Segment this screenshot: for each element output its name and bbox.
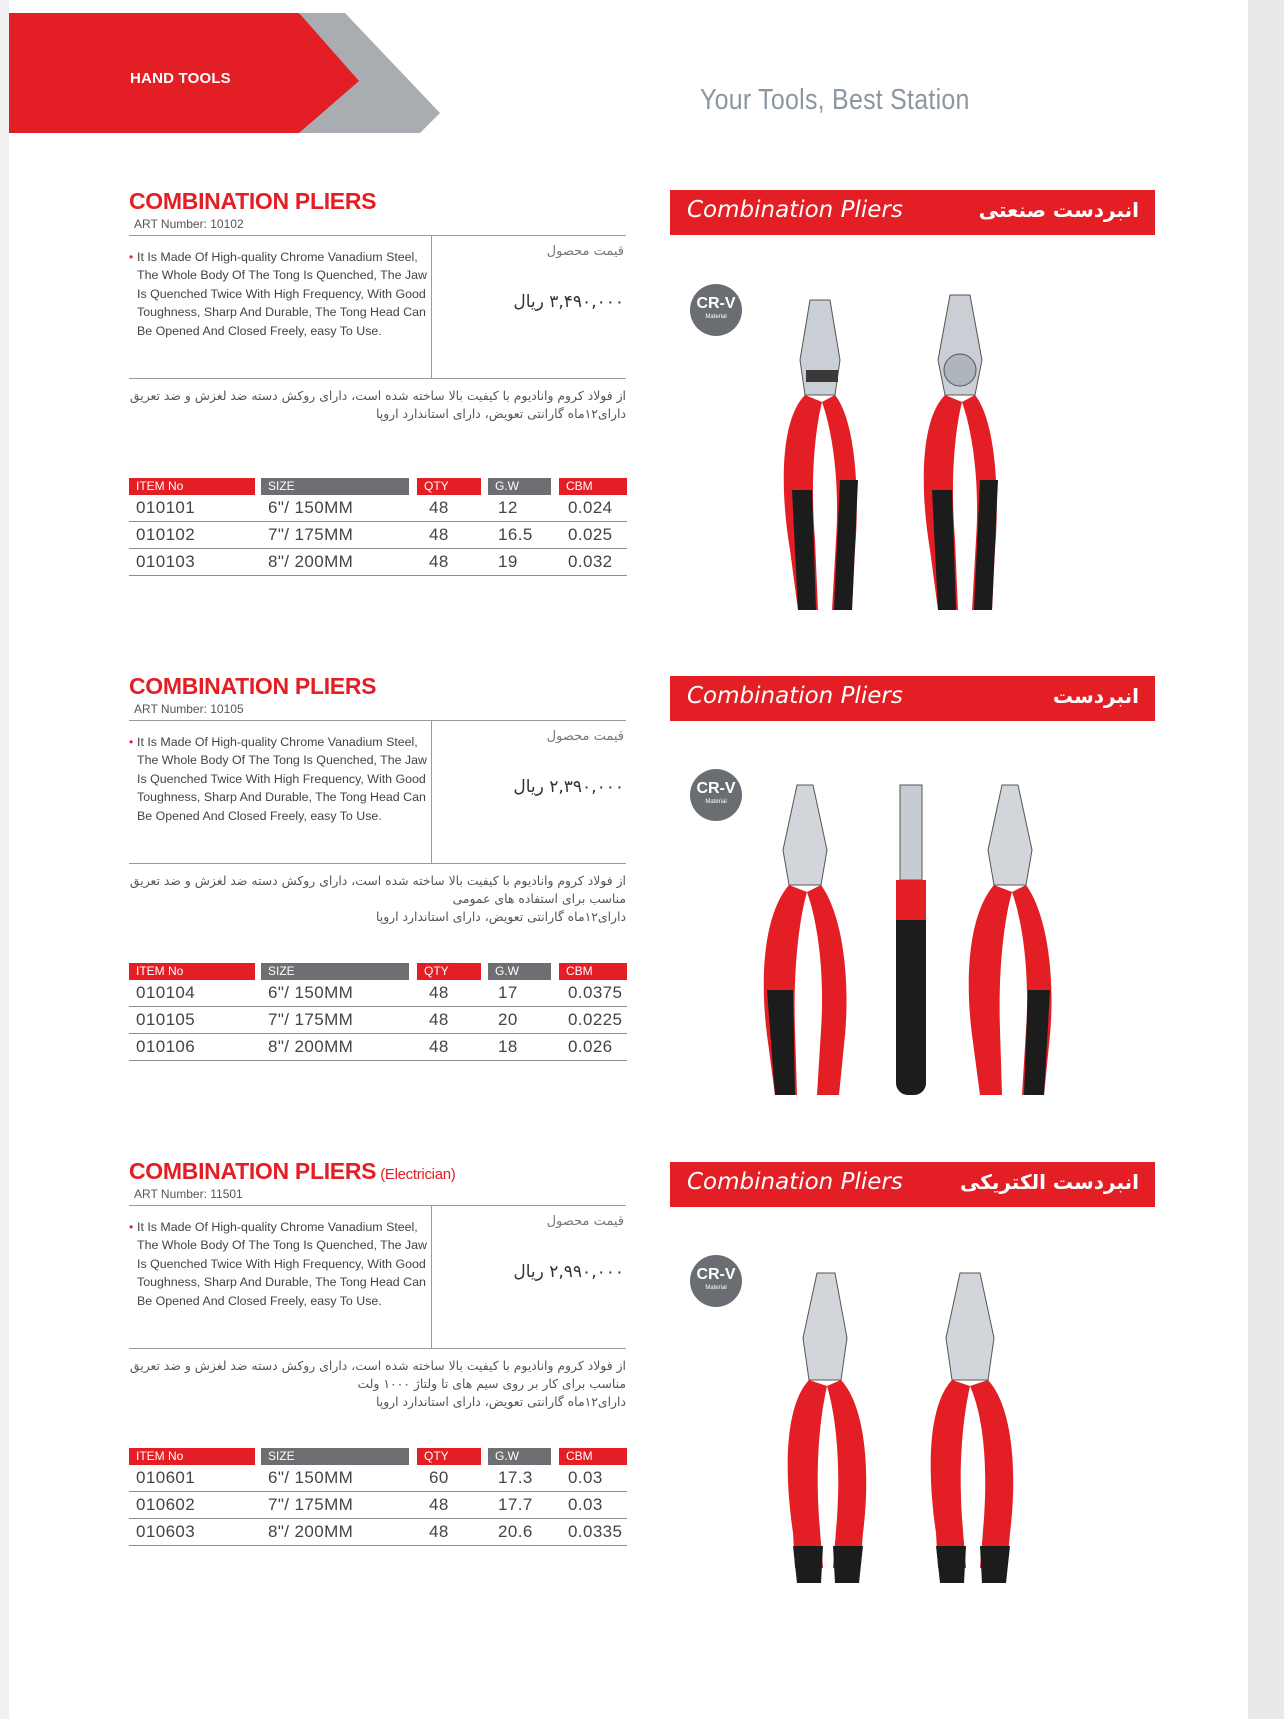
divider (129, 378, 626, 379)
col-header-qty: QTY (417, 1448, 481, 1465)
table-row: 010104 6"/ 150MM 48 17 0.0375 (129, 980, 627, 1007)
crv-material-badge: CR-V Material (690, 284, 742, 336)
table-row: 010106 8"/ 200MM 48 18 0.026 (129, 1034, 627, 1061)
pliers-icon (896, 785, 926, 1095)
table-row: 010105 7"/ 175MM 48 20 0.0225 (129, 1007, 627, 1034)
product-name-bar: Combination Pliers انبردست الکتریکی (670, 1162, 1155, 1207)
divider (129, 1205, 626, 1206)
product-name-bar: Combination Pliers انبردست (670, 676, 1155, 721)
col-header-cbm: CBM (559, 1448, 627, 1465)
product-title: COMBINATION PLIERS (129, 188, 377, 214)
category-label: HAND TOOLS (130, 70, 231, 87)
persian-description: از فولاد کروم وانادیوم با کیفیت بالا ساخته شده است، دارای روکش دسته ضد لغزش و ضد تعریق مناسب برای استفاده های عمومی دارای۱۲ماه گارانتی تعویض، دارای استاندارد اروپا (129, 873, 626, 924)
pliers-icon (931, 1273, 1014, 1583)
pliers-icon (788, 1273, 867, 1583)
product-section-3 (0, 1158, 1284, 1608)
col-header-item: ITEM No (129, 478, 255, 495)
table-row: 010603 8"/ 200MM 48 20.6 0.0335 (129, 1519, 627, 1546)
price: ۲,۹۹۰,۰۰۰ ریال (513, 1262, 624, 1282)
col-header-size: SIZE (261, 1448, 409, 1465)
pliers-icon (924, 295, 998, 610)
table-row: 010102 7"/ 175MM 48 16.5 0.025 (129, 522, 627, 549)
persian-description: از فولاد کروم وانادیوم با کیفیت بالا ساخته شده است، دارای روکش دسته ضد لغزش و ضد تعریق مناسب برای کار بر روی سیم های تا ولتاژ ۱۰۰۰ ولت دارای۱۲ماه گارانتی تعویض، دارای استاندارد اروپا (129, 1358, 626, 1409)
col-header-gw: G.W (488, 1448, 551, 1465)
col-header-size: SIZE (261, 478, 409, 495)
price: ۲,۳۹۰,۰۰۰ ریال (513, 777, 624, 797)
pliers-image (755, 780, 1065, 1100)
table-row: 010103 8"/ 200MM 48 19 0.032 (129, 549, 627, 576)
art-number: ART Number: 10102 (134, 217, 244, 231)
price-label: قیمت محصول (546, 729, 624, 744)
pliers-image (770, 290, 1040, 620)
divider (129, 1348, 626, 1349)
product-title: COMBINATION PLIERS (129, 673, 377, 699)
price-label: قیمت محصول (546, 1214, 624, 1229)
divider (129, 720, 626, 721)
col-header-gw: G.W (488, 478, 551, 495)
product-section-1 (0, 188, 1284, 638)
price: ۳,۴۹۰,۰۰۰ ریال (513, 292, 624, 312)
crv-material-badge: CR-V Material (690, 1255, 742, 1307)
col-header-qty: QTY (417, 478, 481, 495)
product-title: COMBINATION PLIERS (Electrician) (129, 1158, 456, 1184)
divider (431, 235, 432, 379)
art-number: ART Number: 10105 (134, 702, 244, 716)
description: • It Is Made Of High-quality Chrome Vanadium Steel, The Whole Body Of The Tong Is Quenched, The Jaw Is Quenched Twice With High Frequency, With Good Toughness, Sharp And Durable, The Tong Head Can Be Opened And Closed Freely, easy To Use. (129, 1220, 427, 1308)
crv-material-badge: CR-V Material (690, 769, 742, 821)
divider (129, 863, 626, 864)
col-header-item: ITEM No (129, 963, 255, 980)
table-row: 010101 6"/ 150MM 48 12 0.024 (129, 495, 627, 522)
persian-description: از فولاد کروم وانادیوم با کیفیت بالا ساخته شده است، دارای روکش دسته ضد لغزش و ضد تعریق دارای۱۲ماه گارانتی تعویض، دارای استاندارد اروپا (129, 388, 626, 421)
product-name-bar: Combination Pliers انبردست صنعتی (670, 190, 1155, 235)
divider (431, 1205, 432, 1349)
product-section-2 (0, 673, 1284, 1123)
price-label: قیمت محصول (546, 244, 624, 259)
pliers-icon (969, 785, 1052, 1095)
table-row: 010601 6"/ 150MM 60 17.3 0.03 (129, 1465, 627, 1492)
pliers-icon (784, 300, 858, 610)
art-number: ART Number: 11501 (134, 1187, 243, 1201)
divider (431, 720, 432, 864)
table-row: 010602 7"/ 175MM 48 17.7 0.03 (129, 1492, 627, 1519)
col-header-item: ITEM No (129, 1448, 255, 1465)
col-header-size: SIZE (261, 963, 409, 980)
divider (129, 235, 626, 236)
pliers-image (775, 1268, 1055, 1588)
col-header-gw: G.W (488, 963, 551, 980)
description: • It Is Made Of High-quality Chrome Vanadium Steel, The Whole Body Of The Tong Is Quenched, The Jaw Is Quenched Twice With High Frequency, With Good Toughness, Sharp And Durable, The Tong Head Can Be Opened And Closed Freely, easy To Use. (129, 735, 427, 823)
pliers-icon (764, 785, 847, 1095)
tagline: Your Tools, Best Station (700, 84, 970, 116)
col-header-cbm: CBM (559, 478, 627, 495)
col-header-qty: QTY (417, 963, 481, 980)
col-header-cbm: CBM (559, 963, 627, 980)
description: • It Is Made Of High-quality Chrome Vanadium Steel, The Whole Body Of The Tong Is Quenched, The Jaw Is Quenched Twice With High Frequency, With Good Toughness, Sharp And Durable, The Tong Head Can Be Opened And Closed Freely, easy To Use. (129, 250, 427, 338)
